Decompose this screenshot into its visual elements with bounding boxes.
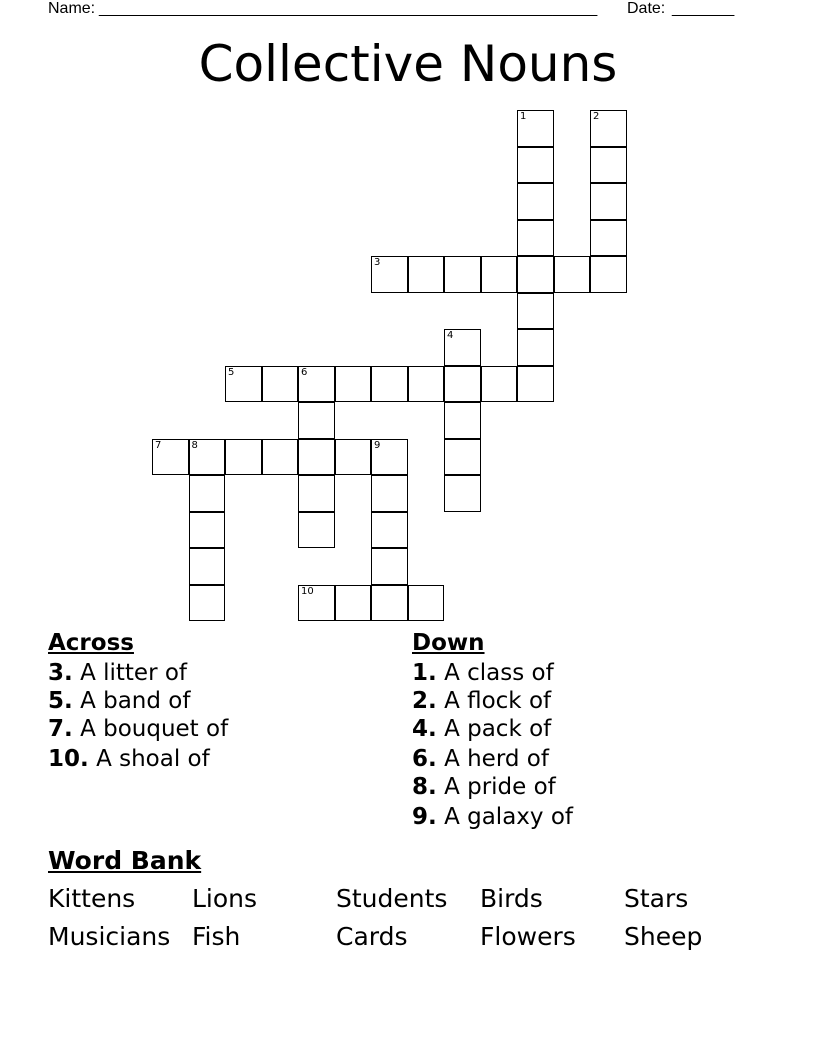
grid-cell[interactable] — [517, 220, 554, 257]
grid-cell[interactable] — [517, 147, 554, 184]
grid-cell[interactable] — [371, 366, 408, 403]
grid-cell[interactable] — [590, 183, 627, 220]
down-clue — [412, 773, 556, 801]
clue-num: 8. — [412, 774, 437, 800]
grid-cell[interactable] — [554, 256, 591, 293]
down-clue — [412, 687, 551, 715]
word-bank-word: Students — [336, 884, 448, 913]
grid-cell[interactable] — [371, 585, 408, 622]
across-clue — [48, 659, 187, 687]
down-clue — [412, 745, 549, 773]
clue-number: 5 — [228, 366, 235, 378]
grid-cell[interactable] — [481, 256, 518, 293]
clue-number: 3 — [374, 257, 381, 268]
grid-cell[interactable] — [335, 366, 372, 403]
page-title: Collective Nouns — [198, 35, 618, 93]
clue-text: A class of — [444, 660, 554, 686]
word-bank-word: Musicians — [48, 922, 171, 951]
grid-cell[interactable] — [590, 256, 627, 293]
grid-cell[interactable] — [517, 329, 554, 366]
grid-cell[interactable] — [444, 366, 481, 403]
grid-cell[interactable] — [517, 366, 554, 403]
across-heading: Across — [48, 630, 134, 656]
clue-text: A litter of — [80, 660, 188, 686]
grid-cell[interactable] — [298, 475, 335, 512]
grid-cell[interactable] — [517, 183, 554, 220]
grid-cell[interactable] — [371, 256, 408, 293]
clue-number: 8 — [191, 439, 198, 451]
across-clue — [48, 687, 190, 715]
grid-cell[interactable] — [371, 548, 408, 585]
grid-cell[interactable] — [517, 293, 554, 330]
clue-text: A band of — [80, 688, 191, 714]
grid-cell[interactable] — [298, 439, 335, 476]
clue-text: A flock of — [444, 688, 552, 714]
clue-number: 4 — [447, 330, 454, 341]
clue-text: A shoal of — [96, 746, 210, 772]
grid-cell[interactable] — [189, 585, 226, 622]
grid-cell[interactable] — [298, 512, 335, 549]
clue-num: 9. — [412, 804, 437, 830]
clue-number: 9 — [374, 439, 381, 451]
grid-cell[interactable] — [189, 475, 226, 512]
grid-cell[interactable] — [444, 402, 481, 439]
name-label: Name: — [48, 0, 96, 17]
grid-cell[interactable] — [225, 439, 262, 476]
clue-number: 1 — [520, 111, 527, 122]
clue-num: 2. — [412, 688, 437, 714]
clue-text: A pride of — [444, 774, 556, 800]
word-bank-word: Sheep — [624, 922, 703, 951]
name-field[interactable]: ________________________________________________________ — [99, 0, 598, 17]
grid-cell[interactable] — [590, 220, 627, 257]
clue-text: A bouquet of — [80, 716, 229, 742]
down-heading: Down — [412, 630, 485, 656]
clue-number: 10 — [301, 585, 314, 597]
grid-cell[interactable] — [481, 366, 518, 403]
grid-cell[interactable] — [371, 475, 408, 512]
grid-cell[interactable] — [335, 585, 372, 622]
grid-cell[interactable] — [371, 439, 408, 476]
grid-cell[interactable] — [189, 512, 226, 549]
clue-text: A herd of — [444, 746, 549, 772]
grid-cell[interactable] — [189, 439, 226, 476]
down-clue — [412, 803, 573, 831]
clue-text: A pack of — [444, 716, 552, 742]
grid-cell[interactable] — [298, 585, 335, 622]
grid-cell[interactable] — [444, 329, 481, 366]
grid-cell[interactable] — [590, 147, 627, 184]
grid-cell[interactable] — [590, 110, 627, 147]
clue-text: A galaxy of — [444, 804, 573, 830]
word-bank-word: Flowers — [480, 922, 576, 951]
across-clue — [48, 715, 228, 743]
grid-cell[interactable] — [262, 366, 299, 403]
grid-cell[interactable] — [371, 512, 408, 549]
clue-num: 10. — [48, 746, 89, 772]
grid-cell[interactable] — [262, 439, 299, 476]
word-bank-word: Kittens — [48, 884, 136, 913]
grid-cell[interactable] — [298, 366, 335, 403]
clue-num: 5. — [48, 688, 73, 714]
grid-cell[interactable] — [152, 439, 189, 476]
clue-number: 6 — [301, 366, 308, 378]
grid-cell[interactable] — [517, 256, 554, 293]
down-clue — [412, 659, 554, 687]
grid-cell[interactable] — [444, 475, 481, 512]
word-bank-heading: Word Bank — [48, 846, 202, 875]
clue-num: 4. — [412, 716, 437, 742]
grid-cell[interactable] — [189, 548, 226, 585]
grid-cell[interactable] — [298, 402, 335, 439]
clue-num: 7. — [48, 716, 73, 742]
grid-cell[interactable] — [408, 256, 445, 293]
grid-cell[interactable] — [408, 366, 445, 403]
clue-num: 1. — [412, 660, 437, 686]
grid-cell[interactable] — [408, 585, 445, 622]
grid-cell[interactable] — [444, 256, 481, 293]
grid-cell[interactable] — [225, 366, 262, 403]
clue-number: 2 — [593, 111, 600, 122]
date-field[interactable]: _______ — [672, 0, 735, 17]
across-clue — [48, 745, 210, 773]
grid-cell[interactable] — [517, 110, 554, 147]
clue-num: 3. — [48, 660, 73, 686]
word-bank-word: Cards — [336, 922, 408, 951]
word-bank-word: Fish — [192, 922, 241, 951]
word-bank-word: Birds — [480, 884, 543, 913]
word-bank-word: Stars — [624, 884, 689, 913]
clue-num: 6. — [412, 746, 437, 772]
down-clue — [412, 715, 551, 743]
clue-number: 7 — [155, 439, 162, 451]
grid-cell[interactable] — [335, 439, 372, 476]
date-label: Date: — [627, 0, 666, 17]
grid-cell[interactable] — [444, 439, 481, 476]
word-bank-word: Lions — [192, 884, 258, 913]
